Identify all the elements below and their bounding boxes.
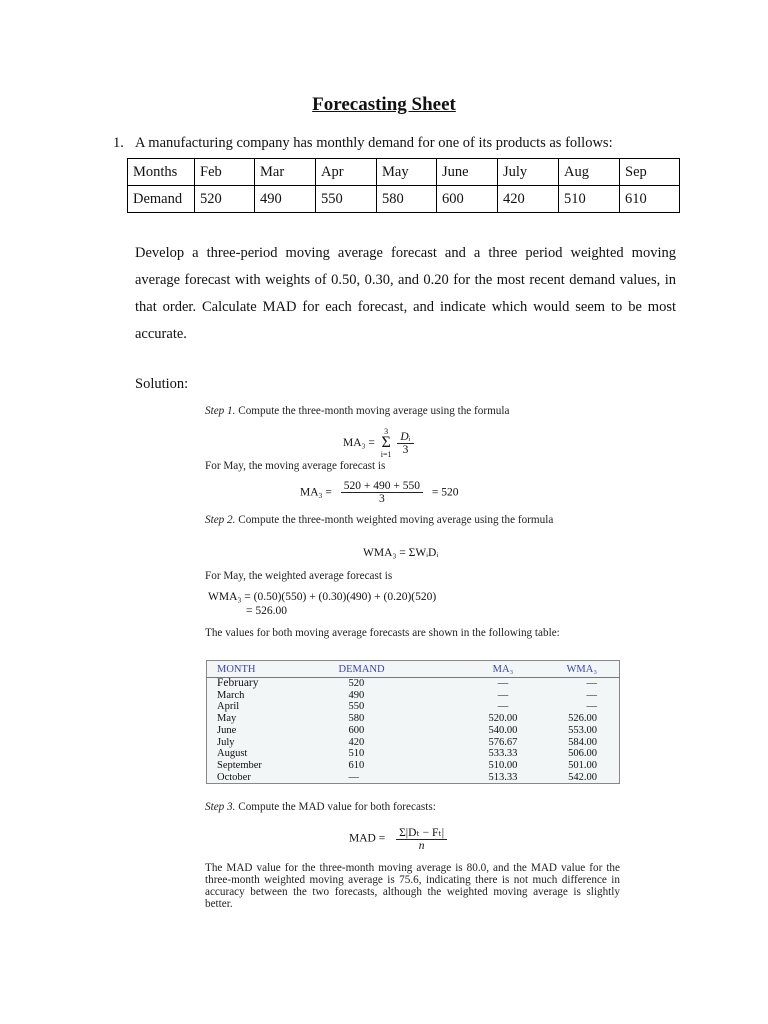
table-cell: 542.00 — [568, 771, 597, 783]
table-cell: — — [586, 689, 597, 701]
mad-fraction — [396, 825, 447, 852]
table-cell: — — [497, 678, 509, 689]
question-number: 1. — [113, 135, 124, 151]
table-row — [207, 701, 620, 713]
table-cell: 576.67 — [488, 736, 518, 748]
mad-formula — [349, 825, 447, 852]
question — [113, 135, 613, 152]
table-cell: 420 — [498, 186, 559, 213]
ma-sum-top: 3 — [384, 427, 389, 436]
may-ma-formula — [300, 480, 459, 505]
table-row — [207, 678, 620, 690]
table-cell: May — [217, 713, 237, 725]
step3-text — [205, 801, 620, 813]
wma-formula: WMA₃ = ΣWᵢDᵢ — [363, 547, 439, 559]
mad-denominator: n — [418, 840, 425, 852]
table-header-row — [207, 661, 620, 678]
table-cell: 540.00 — [488, 724, 518, 736]
table-cell: August — [217, 748, 248, 760]
table-cell: 533.33 — [488, 748, 518, 760]
may-ma-denominator: 3 — [379, 493, 385, 505]
ma-denominator: 3 — [402, 443, 409, 456]
table-cell: 553.00 — [568, 724, 597, 736]
table-cell: 610 — [620, 186, 680, 213]
ma-fraction — [397, 431, 413, 456]
table-cell: February — [217, 677, 259, 689]
mad-numerator: Σ|Dₜ − Fₜ| — [396, 825, 447, 840]
table-cell: 526.00 — [568, 713, 597, 725]
table-cell: Apr — [316, 159, 377, 186]
step1-text — [205, 405, 620, 417]
ma-sum-bottom: i=1 — [380, 450, 392, 459]
table-cell: June — [437, 159, 498, 186]
table-row — [207, 690, 620, 702]
table-cell: 490 — [255, 186, 316, 213]
step2-text — [205, 514, 620, 527]
step2-body: Compute the three-month weighted moving average using the formula — [238, 514, 554, 526]
table-cell: July — [217, 736, 235, 748]
table-cell: Demand — [128, 186, 195, 213]
table-cell: Months — [128, 159, 195, 186]
table-cell: 501.00 — [568, 759, 597, 771]
step1-body: Compute the three-month moving average using the formula — [238, 405, 510, 417]
table-cell: 584.00 — [568, 736, 597, 748]
step1-label: Step 1. — [205, 405, 236, 417]
may-ma-text: For May, the moving average forecast is — [205, 460, 386, 472]
instructions-paragraph: Develop a three-period moving average forecast and a three period weighted moving average forecast with weights of 0.50, 0.30, and 0.20 for the most recent demand values, in that order. Calculate MAD for each forecast, and indicate which would seem to be most accurate. — [135, 245, 676, 342]
table-row — [207, 748, 620, 760]
may-wma-line1: WMA₃ = (0.50)(550) + (0.30)(490) + (0.20)(520) — [208, 591, 437, 603]
table-cell: 600 — [437, 186, 498, 213]
table-cell: July — [498, 159, 559, 186]
table-row — [207, 772, 620, 784]
table-intro: The values for both moving average forecasts are shown in the following table: — [205, 627, 560, 639]
table-cell: 420 — [348, 736, 365, 748]
may-wma-line2: = 526.00 — [246, 605, 287, 617]
page-title: Forecasting Sheet — [312, 94, 456, 115]
column-header: DEMAND — [328, 661, 445, 678]
column-header: WMA₃ — [557, 661, 620, 678]
table-row — [207, 737, 620, 749]
table-cell: 520 — [195, 186, 255, 213]
may-ma-numerator: 520 + 490 + 550 — [341, 480, 423, 493]
ma-formula-lhs: MA₃ = — [343, 437, 375, 449]
forecast-table — [206, 660, 620, 784]
table-cell: 510 — [348, 748, 365, 760]
table-cell: September — [217, 759, 262, 771]
table-row — [207, 713, 620, 725]
table-cell: 520.00 — [488, 713, 518, 725]
may-ma-fraction — [341, 480, 423, 505]
table-cell: Sep — [620, 159, 680, 186]
table-cell: 490 — [348, 689, 365, 701]
table-cell: May — [377, 159, 437, 186]
table-cell: 510 — [559, 186, 620, 213]
table-cell: — — [497, 701, 509, 713]
table-cell: 550 — [348, 701, 365, 713]
table-row — [207, 760, 620, 772]
table-cell: April — [217, 701, 240, 713]
ma-formula — [343, 427, 414, 459]
may-ma-lhs: MA₃ = — [300, 486, 332, 499]
table-cell: March — [217, 689, 245, 701]
demand-table — [127, 158, 680, 213]
table-cell: 550 — [316, 186, 377, 213]
ma-numerator: Dᵢ — [397, 431, 413, 444]
table-cell: 580 — [348, 713, 365, 725]
may-ma-rhs: = 520 — [431, 486, 459, 499]
table-cell: — — [348, 771, 359, 783]
column-header: MONTH — [207, 661, 329, 678]
table-cell: — — [586, 701, 597, 713]
table-cell: 510.00 — [488, 759, 518, 771]
table-cell: 610 — [348, 759, 365, 771]
may-wma-text: For May, the weighted average forecast is — [205, 570, 393, 582]
step3-body: Compute the MAD value for both forecasts: — [238, 801, 436, 813]
table-cell: 520 — [348, 678, 365, 689]
question-text: A manufacturing company has monthly demand for one of its products as follows: — [135, 135, 613, 151]
table-row — [128, 159, 680, 186]
mad-lhs: MAD = — [349, 832, 386, 845]
table-cell: Mar — [255, 159, 316, 186]
table-cell: October — [217, 771, 251, 783]
step3-label: Step 3. — [205, 801, 236, 813]
table-cell: Aug — [559, 159, 620, 186]
table-cell: — — [497, 689, 509, 701]
table-row — [207, 725, 620, 737]
table-cell: Feb — [195, 159, 255, 186]
table-cell: 506.00 — [568, 748, 597, 760]
table-cell: — — [586, 678, 597, 689]
table-cell: June — [217, 724, 237, 736]
step2-label: Step 2. — [205, 514, 236, 526]
table-cell: 580 — [377, 186, 437, 213]
table-row — [128, 186, 680, 213]
table-cell: 600 — [348, 724, 365, 736]
table-cell: 513.33 — [488, 771, 518, 783]
solution-label: Solution: — [135, 376, 189, 392]
sigma-icon: Σ — [381, 434, 391, 451]
column-header: MA₃ — [445, 661, 556, 678]
conclusion-paragraph: The MAD value for the three-month moving average is 80.0, and the MAD value for the three-month weighted moving average is 75.6, indicating there is not much difference in accuracy between the two forecasts, although the weighted moving average is slightly better. — [205, 862, 620, 910]
